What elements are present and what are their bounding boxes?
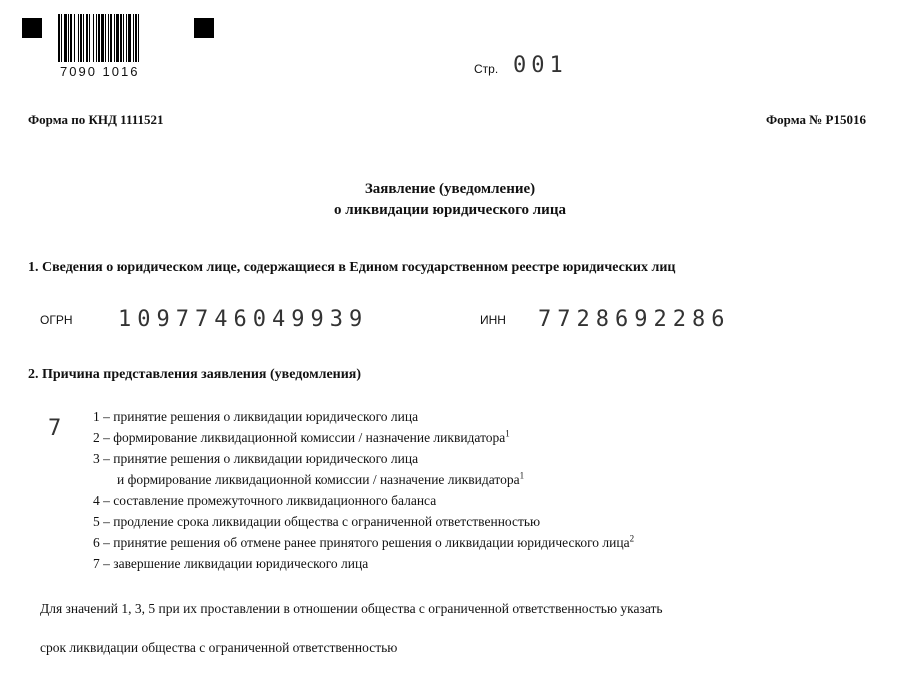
footnote-marker: 1 [519,470,525,481]
knd-code: Форма по КНД 1111521 [28,112,164,127]
barcode-bar [98,14,100,62]
barcode-bar [93,14,94,62]
barcode-bar [116,14,119,62]
reason-option-text: и формирование ликвидационной комиссии / назначение ликвидатора [117,472,520,487]
reason-option [93,406,634,427]
form-number: Форма № Р15016 [766,112,866,127]
barcode-bar [70,14,72,62]
inn-value: 7728692286 [538,307,731,332]
reason-option-text: 6 – принятие решения об отмене ранее принятого решения о ликвидации юридического лица [93,535,630,550]
barcode-bar [58,14,60,62]
barcode-bar [138,14,139,62]
barcode-bar [86,14,88,62]
ogrn-value: 1097746049939 [118,307,369,332]
reason-option-continuation [93,469,634,490]
barcode-bar [64,14,67,62]
barcode-bar [128,14,131,62]
barcode-bar [68,14,69,62]
reason-option [93,490,634,511]
barcode-bar [96,14,97,62]
reason-option [93,427,634,448]
reason-option-text: 4 – составление промежуточного ликвидационного баланса [93,493,437,508]
reason-code-value: 7 [48,416,62,441]
barcode-bar [89,14,90,62]
reason-option [93,511,634,532]
reason-option-text: 3 – принятие решения о ликвидации юридического лица [93,451,419,466]
reason-options-list [93,406,634,574]
barcode-bar [80,14,82,62]
barcode-bar [78,14,79,62]
footnote-marker: 1 [505,428,510,439]
barcode [58,14,186,62]
barcode-bar [110,14,112,62]
reason-option [93,553,634,574]
barcode-bar [123,14,124,62]
reason-option-text: 5 – продление срока ликвидации общества с ограниченной ответственностью [93,514,541,529]
barcode-bar [126,14,127,62]
footnote-marker: 2 [629,533,635,544]
reason-option-text: 7 – завершение ликвидации юридического лица [93,556,369,571]
note-line2: срок ликвидации общества с ограниченной ответственностью [40,640,398,655]
document-title-line1: Заявление (уведомление) [364,181,536,197]
barcode-bar [114,14,115,62]
barcode-bar [135,14,137,62]
page-label: Стр. [474,62,499,76]
note-line1: Для значений 1, 3, 5 при их проставлении в отношении общества с ограниченной ответственностью указать [40,601,663,616]
barcode-bar [120,14,122,62]
reason-option-text: 2 – формирование ликвидационной комиссии / назначение ликвидатора [93,430,506,445]
barcode-number: 7090 1016 [60,64,140,79]
barcode-bar [74,14,75,62]
barcode-bar [108,14,109,62]
section2-heading: 2. Причина представления заявления (уведомления) [28,367,362,382]
ogrn-label: ОГРН [40,313,73,327]
right-alignment-marker [194,18,214,38]
barcode-bar [133,14,134,62]
page-number: 001 [513,53,568,78]
barcode-bar [61,14,62,62]
reason-option-text: 1 – принятие решения о ликвидации юридического лица [93,409,419,424]
left-alignment-marker [22,18,42,38]
reason-option [93,532,634,553]
document-title-line2: о ликвидации юридического лица [334,202,566,218]
inn-label: ИНН [480,313,506,327]
section1-heading: 1. Сведения о юридическом лице, содержащиеся в Едином государственном реестре юридических лиц [28,260,676,275]
barcode-bar [105,14,106,62]
reason-option [93,448,634,469]
barcode-bar [83,14,84,62]
barcode-bar [101,14,104,62]
